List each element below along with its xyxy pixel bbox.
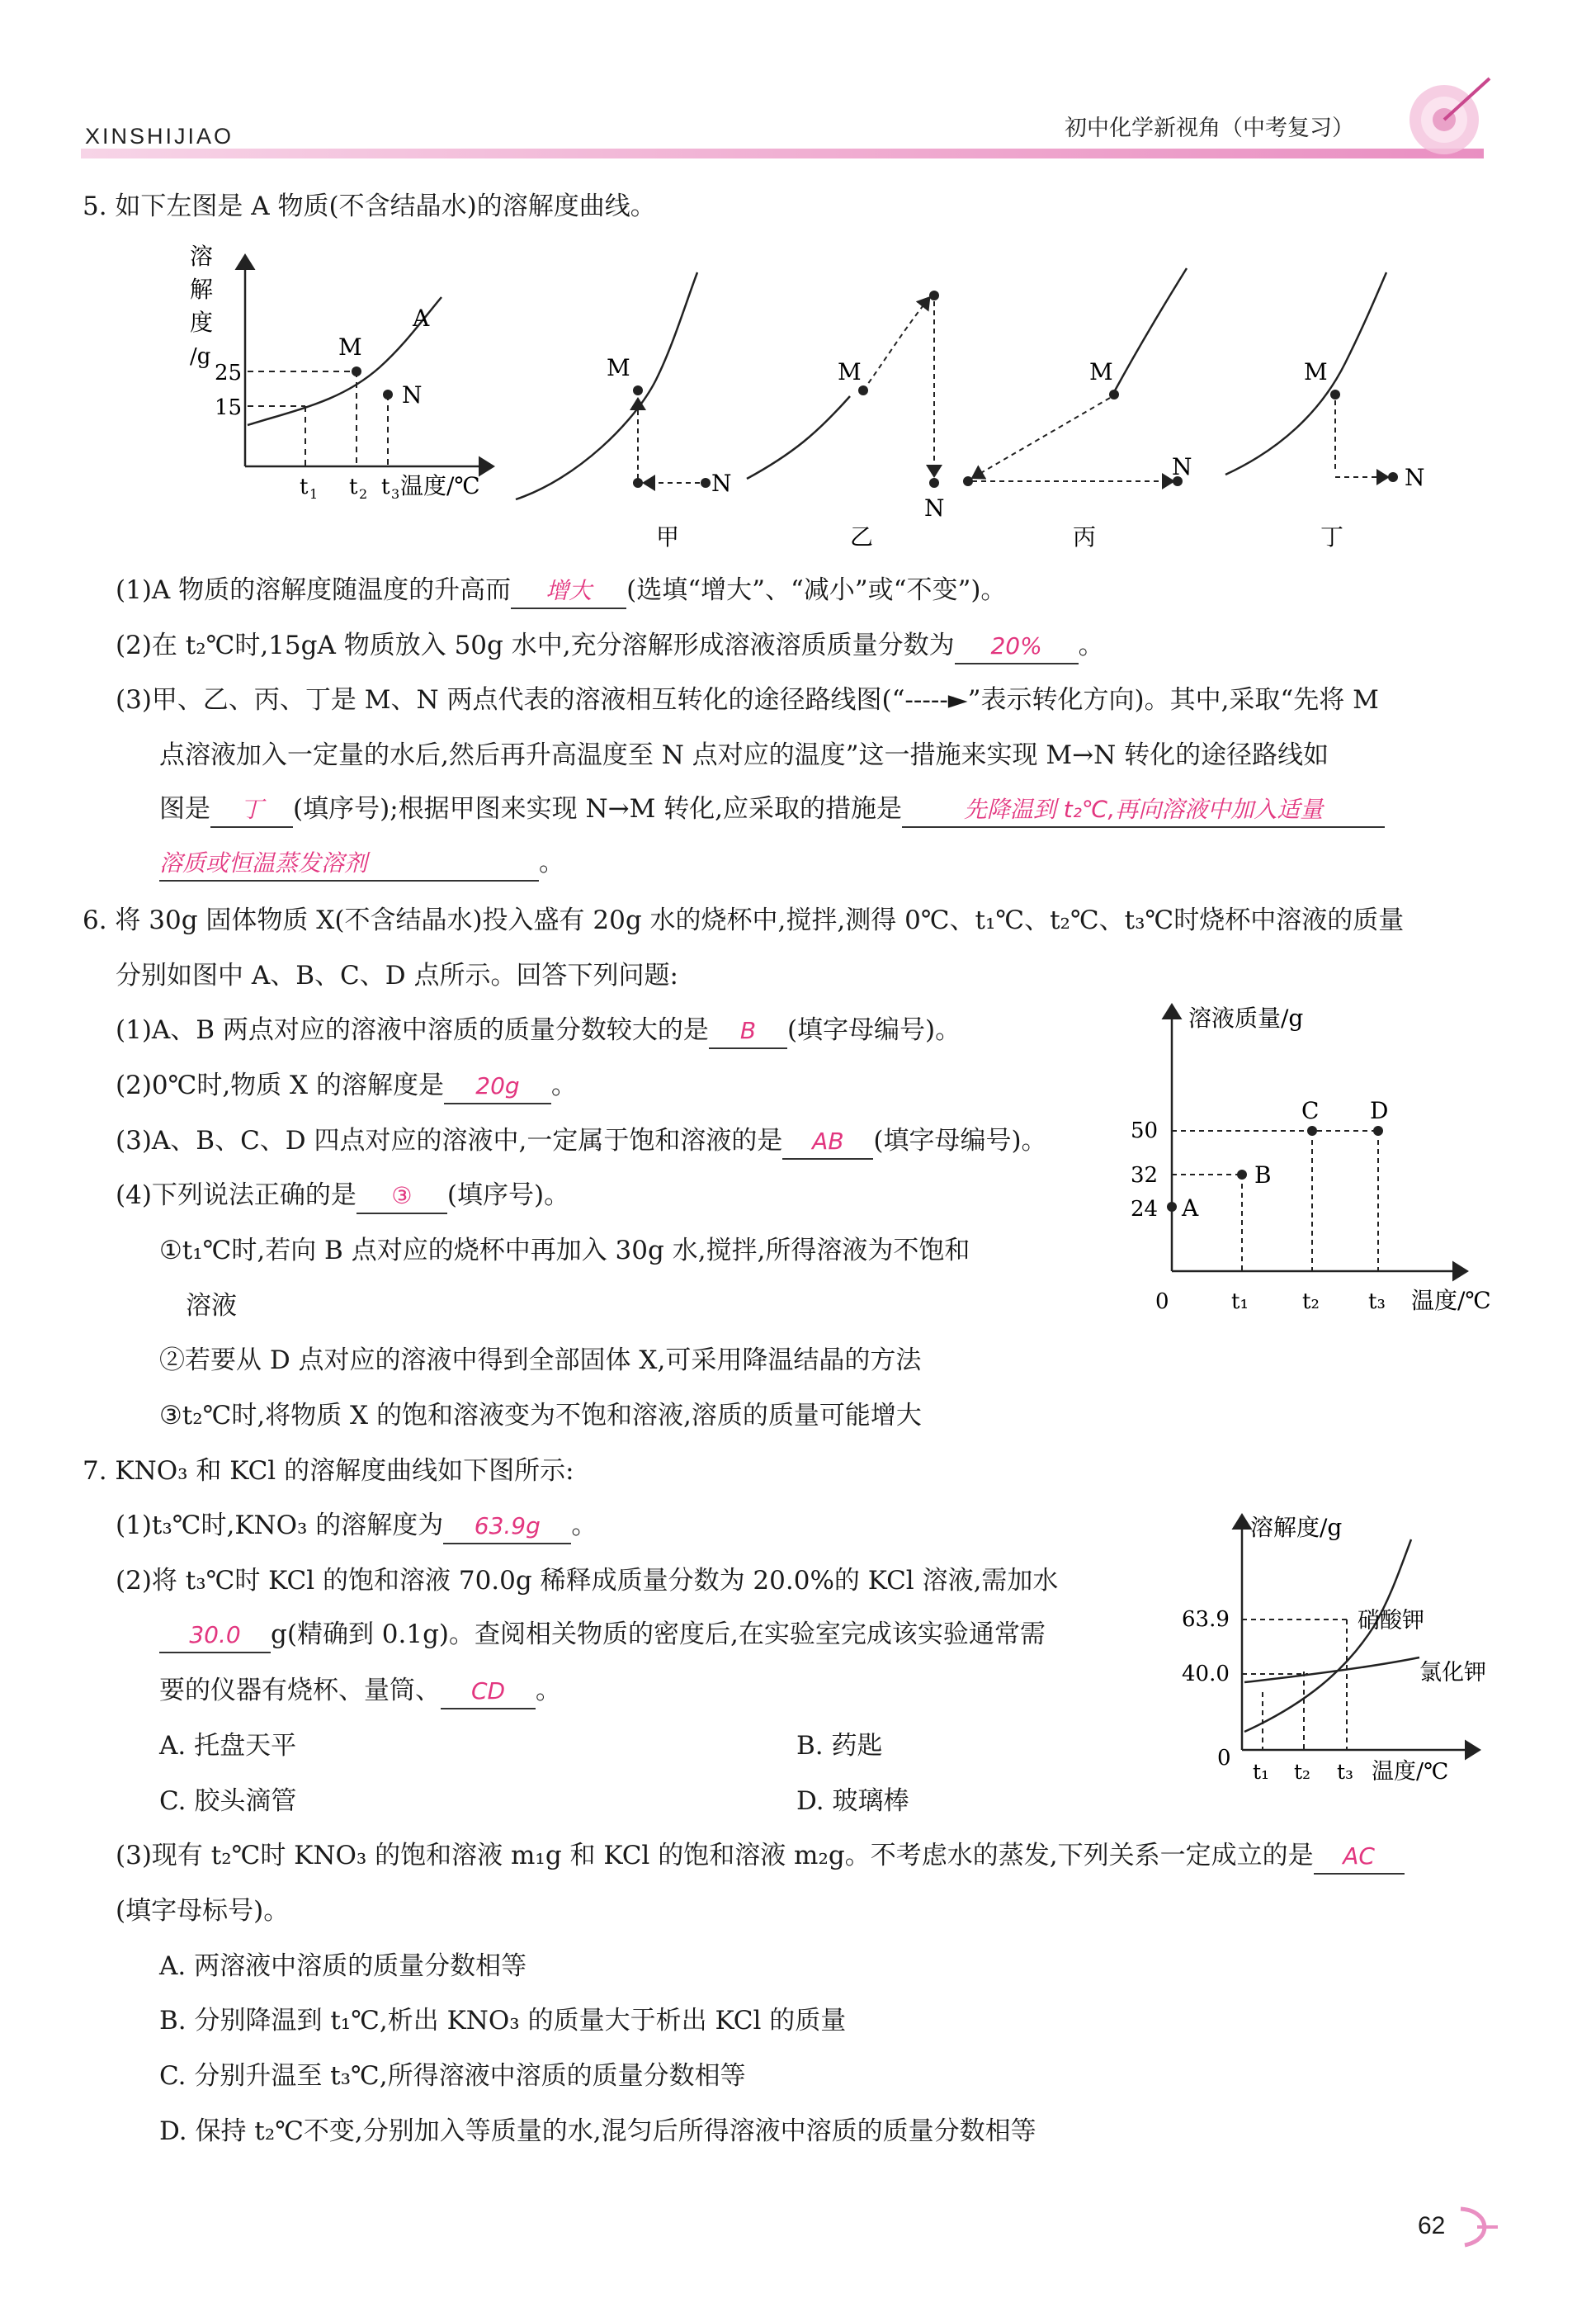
q7-xlabel: 温度/℃	[1372, 1759, 1449, 1783]
q6-ans2: 20g	[444, 1070, 551, 1104]
q5-ylabel-1: 溶	[190, 243, 214, 270]
q5-ans3: 丁	[210, 793, 293, 828]
svg-text:M: M	[838, 358, 862, 385]
svg-text:N: N	[711, 470, 732, 497]
svg-text:M: M	[607, 354, 630, 381]
q5-solubility-chart	[177, 239, 524, 512]
route-ding: 丁	[1320, 523, 1344, 551]
svg-text:N: N	[924, 494, 945, 522]
header-bar	[81, 149, 1484, 158]
q6-tick-t2: t₂	[1302, 1289, 1320, 1314]
q5-part3-line2: 点溶液加入一定量的水后,然后再升高温度至 N 点对应的温度”这一措施来实现 M→N 转化的途径路线如	[159, 740, 1329, 770]
q7-solubility-chart	[1180, 1502, 1527, 1783]
q7-y-639: 63.9	[1182, 1607, 1230, 1632]
q7-stem: 7. KNO₃ 和 KCl 的溶解度曲线如下图所示:	[83, 1456, 574, 1486]
q6-stem-1: 6. 将 30g 固体物质 X(不含结晶水)投入盛有 20g 水的烧杯中,搅拌,测得 0℃、t₁℃、t₂℃、t₃℃时烧杯中溶液的质量	[83, 905, 1405, 935]
q7-ans2: 30.0	[159, 1619, 271, 1653]
page-arrow-icon	[1452, 2202, 1502, 2252]
q6-ans4: ③	[357, 1180, 447, 1214]
q7-ans1: 63.9g	[443, 1510, 571, 1544]
svg-text:1: 1	[309, 486, 319, 502]
q6-tick-t1: t₁	[1231, 1289, 1249, 1314]
q6-tick-50: 50	[1131, 1118, 1159, 1143]
q7-opt-d: D. 玻璃棒	[796, 1786, 909, 1816]
q7-part2-line2: 30.0 g(精确到 0.1g)。查阅相关物质的密度后,在实验室完成该实验通常需	[159, 1618, 1046, 1653]
q5-t1: t	[300, 475, 309, 499]
q5-part2: (2)在 t₂℃时,15gA 物质放入 50g 水中,充分溶解形成溶液溶质质量分数为 20% 。	[116, 629, 1104, 664]
q6-label-d: D	[1370, 1097, 1389, 1124]
q7-part2-line3: 要的仪器有烧杯、量筒、 CD 。	[159, 1674, 561, 1709]
q7-ans3: CD	[441, 1675, 536, 1709]
q5-n-label: N	[402, 381, 423, 409]
route-yi: 乙	[850, 523, 874, 551]
q6-label-b: B	[1254, 1161, 1272, 1189]
q5-y25: 25	[215, 361, 243, 385]
q7-y-400: 40.0	[1182, 1662, 1230, 1686]
q5-ylabel-2: 解	[190, 276, 214, 303]
q7-ylabel: 溶解度/g	[1250, 1514, 1343, 1541]
q7-opt-c: C. 胶头滴管	[159, 1786, 297, 1816]
q6-option-1a: ①t₁℃时,若向 B 点对应的烧杯中再加入 30g 水,搅拌,所得溶液为不饱和	[159, 1236, 970, 1265]
q5-stem: 5. 如下左图是 A 物质(不含结晶水)的溶解度曲线。	[83, 192, 656, 221]
q6-stem-2: 分别如图中 A、B、C、D 点所示。回答下列问题:	[116, 961, 678, 991]
q6-ans1: B	[709, 1014, 787, 1049]
q5-part3-line1: (3)甲、乙、丙、丁是 M、N 两点代表的溶液相互转化的途径路线图(“‑‑‑‑‑►”表示转化方向)。其中,采取“先将 M	[116, 685, 1379, 715]
header-right: 初中化学新视角（中考复习）	[1065, 116, 1354, 141]
svg-text:3: 3	[391, 486, 400, 502]
q6-point-a	[1167, 1202, 1177, 1212]
q6-tick-24: 24	[1131, 1197, 1159, 1222]
q7-ans4: AC	[1314, 1840, 1405, 1875]
q5-part3-line4: 溶质或恒温蒸发溶剂 。	[159, 846, 564, 882]
q7-part3: (3)现有 t₂℃时 KNO₃ 的饱和溶液 m₁g 和 KCl 的饱和溶液 m₂g。不考虑水的蒸发,下列关系一定成立的是 AC	[116, 1839, 1405, 1875]
q6-origin: 0	[1155, 1289, 1169, 1314]
q6-tick-32: 32	[1131, 1163, 1159, 1188]
q5-point-m	[352, 366, 361, 376]
q6-tick-t3: t₃	[1368, 1289, 1386, 1314]
q5-t3: t	[381, 475, 390, 499]
q6-solution-mass-chart	[1106, 995, 1518, 1325]
q7-tick-t3: t₃	[1337, 1760, 1354, 1783]
svg-text:N: N	[1405, 464, 1425, 491]
q7-opt-b: B. 药匙	[796, 1731, 883, 1761]
q5-ans1: 增大	[511, 574, 626, 609]
route-jia: 甲	[656, 523, 680, 551]
q5-xlabel: 温度/℃	[400, 472, 480, 499]
q7-tick-t2: t₂	[1294, 1760, 1311, 1783]
q6-label-a: A	[1182, 1194, 1199, 1222]
q7-part1: (1)t₃℃时,KNO₃ 的溶解度为 63.9g 。	[116, 1509, 597, 1544]
q5-t2: t	[349, 475, 358, 499]
q5-route-diagrams	[512, 256, 1502, 561]
svg-text:2: 2	[359, 486, 368, 502]
q7-part2-line1: (2)将 t₃℃时 KCl 的饱和溶液 70.0g 稀释成质量分数为 20.0%的 KCl 溶液,需加水	[116, 1566, 1059, 1596]
q6-part1: (1)A、B 两点对应的溶液中溶质的质量分数较大的是 B (填字母编号)。	[116, 1014, 961, 1049]
q6-point-b	[1237, 1170, 1247, 1180]
q7-opt3-d: D. 保持 t₂℃不变,分别加入等质量的水,混匀后所得溶液中溶质的质量分数相等	[159, 2116, 1036, 2146]
q7-opt3-b: B. 分别降温到 t₁℃,析出 KNO₃ 的质量大于析出 KCl 的质量	[159, 2006, 847, 2036]
q7-legend-kcl: 氯化钾	[1419, 1660, 1486, 1686]
q7-series-kcl	[1244, 1657, 1419, 1682]
q5-curve-label: A	[413, 305, 430, 332]
q6-option-1b: 溶液	[186, 1291, 237, 1321]
q6-part2: (2)0℃时,物质 X 的溶解度是 20g 。	[116, 1069, 577, 1104]
header-left: XINSHIJIAO	[85, 124, 234, 149]
q5-part3-line3: 图是 丁 (填序号);根据甲图来实现 N→M 转化,应采取的措施是 先降温到 t₂℃,再向溶液中加入适量	[159, 792, 1385, 828]
q6-part4: (4)下列说法正确的是 ③ (填序号)。	[116, 1179, 569, 1214]
q7-tick-t1: t₁	[1253, 1760, 1270, 1783]
q6-ylabel: 溶液质量/g	[1188, 1005, 1304, 1032]
q5-ylabel-4: /g	[190, 344, 211, 369]
q5-ylabel-3: 度	[190, 309, 214, 336]
q6-label-c: C	[1301, 1097, 1320, 1124]
q5-point-n	[383, 390, 393, 400]
page-number: 62	[1418, 2212, 1446, 2239]
q5-m-label: M	[338, 333, 362, 361]
svg-text:M: M	[1304, 358, 1328, 385]
svg-text:N: N	[1172, 453, 1192, 480]
q5-ans4a: 先降温到 t₂℃,再向溶液中加入适量	[902, 793, 1385, 828]
q6-part3: (3)A、B、C、D 四点对应的溶液中,一定属于饱和溶液的是 AB (填字母编号)。	[116, 1124, 1047, 1160]
q7-part3-tail: (填字母标号)。	[116, 1896, 290, 1926]
target-icon	[1395, 66, 1510, 165]
svg-text:M: M	[1089, 358, 1113, 385]
q6-ticks-y	[1131, 1118, 1158, 1222]
q6-option-2: ②若要从 D 点对应的溶液中得到全部固体 X,可采用降温结晶的方法	[159, 1345, 922, 1375]
q7-series-kno3	[1244, 1539, 1411, 1732]
q5-y15: 15	[215, 395, 243, 420]
q6-point-c	[1307, 1126, 1317, 1136]
q7-opt3-a: A. 两溶液中溶质的质量分数相等	[159, 1951, 527, 1981]
q6-xlabel: 温度/℃	[1411, 1287, 1491, 1314]
q7-legend-kno3: 硝酸钾	[1358, 1608, 1424, 1634]
q7-opt3-c: C. 分别升温至 t₃℃,所得溶液中溶质的质量分数相等	[159, 2061, 746, 2091]
q6-option-3: ③t₂℃时,将物质 X 的饱和溶液变为不饱和溶液,溶质的质量可能增大	[159, 1401, 922, 1430]
q7-opt-a: A. 托盘天平	[159, 1731, 297, 1761]
route-bing: 丙	[1073, 523, 1097, 551]
q5-part1: (1)A 物质的溶解度随温度的升高而 增大 (选填“增大”、“减小”或“不变”)。	[116, 574, 1006, 609]
q5-ans2: 20%	[955, 630, 1079, 664]
q5-ans4b: 溶质或恒温蒸发溶剂	[159, 847, 539, 882]
q6-ans3: AB	[782, 1125, 873, 1160]
q7-origin: 0	[1217, 1746, 1231, 1771]
q6-point-d	[1373, 1126, 1383, 1136]
